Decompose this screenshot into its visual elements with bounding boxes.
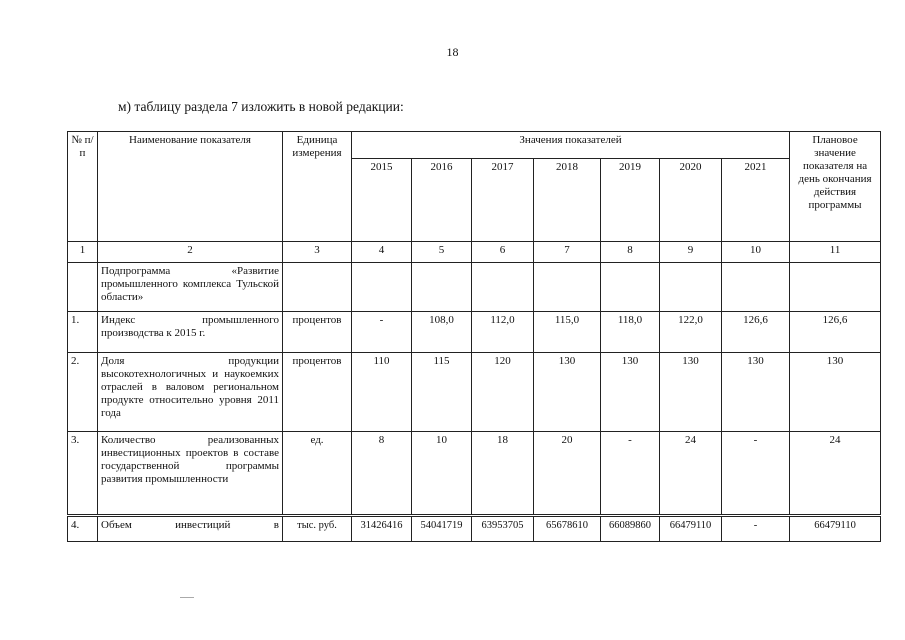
value-cell: 66479110 <box>660 516 722 542</box>
table-cell <box>534 263 601 312</box>
table-row <box>68 516 881 542</box>
plan-value: 130 <box>790 353 881 432</box>
value-cell: 126,6 <box>722 312 790 353</box>
value-cell: 66089860 <box>601 516 660 542</box>
column-number: 9 <box>660 242 722 263</box>
column-number: 4 <box>352 242 412 263</box>
plan-value: 66479110 <box>790 516 881 542</box>
column-number: 10 <box>722 242 790 263</box>
header-values-group: Значения показателей <box>352 132 790 159</box>
table-cell <box>660 263 722 312</box>
indicator-name: Доля продукции высокотехнологичных и наукоемких отраслей в валовом региональном продукте относительно уровня 2011 года <box>98 353 283 432</box>
column-number: 7 <box>534 242 601 263</box>
header-plan: Плановое значение показателя на день окончания действия программы <box>790 132 881 242</box>
value-cell: 110 <box>352 353 412 432</box>
value-cell: 20 <box>534 432 601 516</box>
column-number: 8 <box>601 242 660 263</box>
table-cell <box>790 263 881 312</box>
header-year: 2021 <box>722 159 790 242</box>
indicators-table <box>67 131 881 542</box>
header-row-top <box>68 132 881 159</box>
table-cell <box>283 263 352 312</box>
value-cell: 115 <box>412 353 472 432</box>
column-number: 2 <box>98 242 283 263</box>
column-number: 11 <box>790 242 881 263</box>
table-cell <box>412 263 472 312</box>
table-cell <box>601 263 660 312</box>
header-year: 2018 <box>534 159 601 242</box>
header-year: 2016 <box>412 159 472 242</box>
table-cell <box>352 263 412 312</box>
value-cell: 130 <box>534 353 601 432</box>
value-cell: 63953705 <box>472 516 534 542</box>
value-cell: 130 <box>601 353 660 432</box>
header-name: Наименование показателя <box>98 132 283 242</box>
subprogram-row <box>68 263 881 312</box>
value-cell: 118,0 <box>601 312 660 353</box>
table-row <box>68 432 881 516</box>
header-year: 2019 <box>601 159 660 242</box>
header-year: 2020 <box>660 159 722 242</box>
value-cell: 10 <box>412 432 472 516</box>
indicator-name: Индекс промышленного производства к 2015 г. <box>98 312 283 353</box>
value-cell: - <box>601 432 660 516</box>
value-cell: 108,0 <box>412 312 472 353</box>
row-number: 4. <box>68 516 98 542</box>
value-cell: 112,0 <box>472 312 534 353</box>
value-cell: - <box>352 312 412 353</box>
value-cell: 31426416 <box>352 516 412 542</box>
subprogram-title: Подпрограмма «Развитие промышленного комплекса Тульской области» <box>98 263 283 312</box>
page-number: 18 <box>446 45 459 59</box>
header-num: № п/п <box>68 132 98 242</box>
table-cell <box>722 263 790 312</box>
value-cell: - <box>722 516 790 542</box>
column-number: 3 <box>283 242 352 263</box>
table-cell <box>68 263 98 312</box>
value-cell: 18 <box>472 432 534 516</box>
plan-value: 24 <box>790 432 881 516</box>
value-cell: 54041719 <box>412 516 472 542</box>
indicator-unit: процентов <box>283 312 352 353</box>
value-cell: 130 <box>722 353 790 432</box>
indicator-name: Объем инвестиций в <box>98 516 283 542</box>
row-number: 2. <box>68 353 98 432</box>
plan-value: 126,6 <box>790 312 881 353</box>
header-year: 2015 <box>352 159 412 242</box>
value-cell: 130 <box>660 353 722 432</box>
value-cell: - <box>722 432 790 516</box>
value-cell: 65678610 <box>534 516 601 542</box>
column-number: 5 <box>412 242 472 263</box>
intro-text: м) таблицу раздела 7 изложить в новой редакции: <box>118 99 404 114</box>
header-unit: Единица измерения <box>283 132 352 242</box>
value-cell: 24 <box>660 432 722 516</box>
column-number-row <box>68 242 881 263</box>
column-number: 1 <box>68 242 98 263</box>
value-cell: 8 <box>352 432 412 516</box>
indicator-unit: процентов <box>283 353 352 432</box>
row-number: 3. <box>68 432 98 516</box>
column-number: 6 <box>472 242 534 263</box>
header-year: 2017 <box>472 159 534 242</box>
value-cell: 120 <box>472 353 534 432</box>
table-cell <box>472 263 534 312</box>
table-row <box>68 312 881 353</box>
table-row <box>68 353 881 432</box>
indicator-unit: ед. <box>283 432 352 516</box>
value-cell: 115,0 <box>534 312 601 353</box>
indicator-unit: тыс. руб. <box>283 516 352 542</box>
scan-mark <box>180 597 194 598</box>
row-number: 1. <box>68 312 98 353</box>
value-cell: 122,0 <box>660 312 722 353</box>
indicator-name: Количество реализованных инвестиционных проектов в составе государственной программы развития промышленности <box>98 432 283 516</box>
